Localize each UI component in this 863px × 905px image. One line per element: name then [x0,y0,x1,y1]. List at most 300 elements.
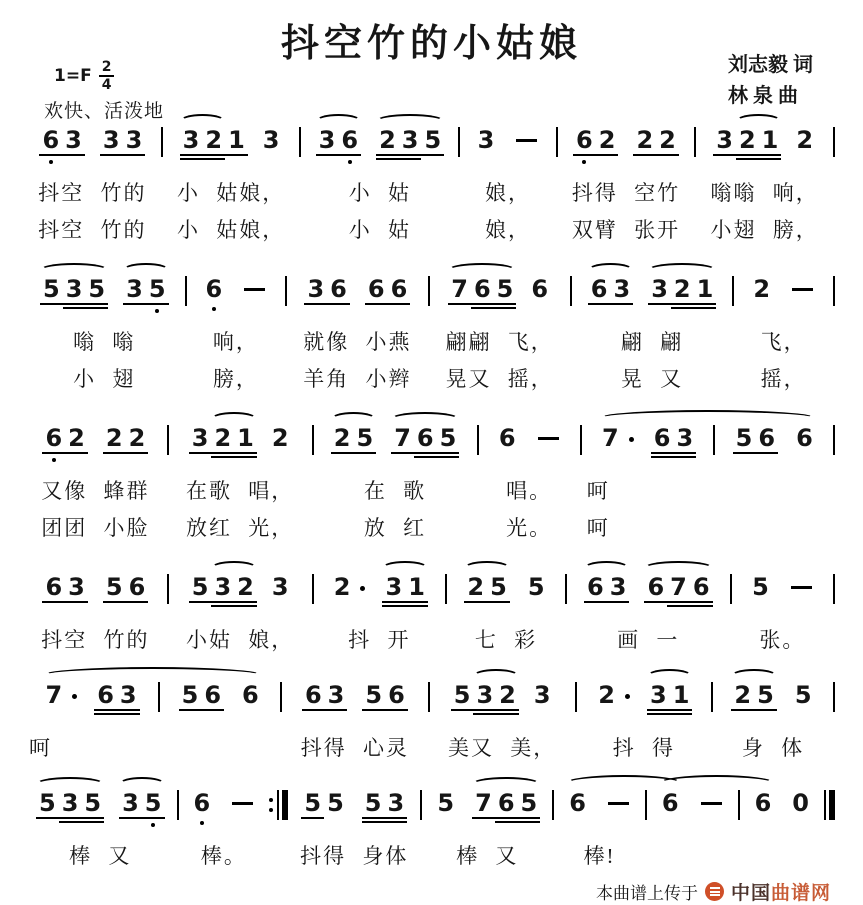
measure [26,126,159,244]
beam-group [382,573,427,601]
measure [481,424,578,542]
note: 3 [189,424,212,452]
note: 1 [670,681,693,709]
lyric-line-2: 小翅 膀， [710,218,819,242]
uploaded-text: 本曲谱上传于 [595,884,698,903]
augmentation-dot [360,586,365,591]
beam-group [304,275,349,303]
barline [575,681,577,713]
dash-note [792,288,813,291]
note: 5 [754,681,777,709]
barline [694,126,696,158]
note: 2 [796,126,814,154]
barline [167,573,169,605]
note: 7 [391,424,414,452]
barline [428,275,430,307]
note: 7 [667,573,690,601]
slur-group [36,789,104,817]
note: 5 [362,681,385,709]
site-logo-icon [705,882,724,901]
beam-group [752,789,775,817]
slur-group [391,424,459,452]
beam-group [793,424,816,452]
song-title: 抖空竹的小姑娘 [280,23,582,65]
note: 6 [365,275,388,303]
barline [833,424,835,456]
measure [189,275,284,393]
note: 3 [117,681,140,709]
slur-group [736,126,781,154]
measure [316,424,475,542]
measure [574,275,731,393]
measure [432,275,568,393]
note: 3 [533,681,551,709]
augmentation-dot [72,694,77,699]
note: 3 [673,424,696,452]
augmentation-dot [629,437,634,442]
note: 7 [472,789,495,817]
note: 5 [437,424,460,452]
slur-group [464,573,509,601]
note: 6 [414,424,437,452]
barline [158,681,160,713]
note: 2 [633,126,656,154]
beam-group [239,681,262,709]
barline [312,424,314,456]
lyric-line-1: 嗡 嗡 [73,330,136,354]
low-octave-dot [155,309,159,313]
note: 5 [487,573,510,601]
barline [570,275,572,307]
lyric-line-1: 小 姑 [348,181,412,205]
time-signature [99,60,115,92]
repeat-end-barline [269,789,288,821]
beam-group [633,126,678,154]
measure [462,126,553,244]
note: 5 [103,573,126,601]
barline [280,681,282,713]
lyric-line-1: 小姑 娘， [186,628,295,652]
beam-group [365,275,410,303]
note: 3 [123,126,146,154]
site-name-cn: 中国 [730,883,771,904]
measure [649,789,736,865]
barline [556,126,558,158]
note: 2 [126,424,149,452]
dash-note [538,437,559,440]
note: 5 [421,126,444,154]
barline [833,681,835,713]
system-6 [26,789,837,870]
beam-group [123,275,168,303]
note: 2 [596,126,619,154]
low-octave-dot [49,160,53,164]
note: 3 [477,126,495,154]
note: 3 [63,275,86,303]
note: 3 [211,573,234,601]
score-header [26,12,837,126]
lyric-line-1: 抖空 竹的 [41,628,150,652]
measure [162,681,278,757]
beam-group [100,126,145,154]
barline [458,126,460,158]
dash-note [608,802,629,805]
note: 5 [40,275,63,303]
note: 3 [385,789,408,817]
low-octave-dot [582,160,586,164]
note: 6 [242,681,259,709]
barline [312,573,314,605]
beam-group [697,789,726,805]
beam-group [189,573,292,601]
note: 1 [234,424,257,452]
slur-group [584,573,629,601]
lyric-line-2: 放 红 [363,516,427,540]
note: 3 [65,573,88,601]
note: 2 [333,573,351,601]
lyric-line-2: 膀， [212,367,259,391]
beam-group [464,573,509,601]
lyric-line-1: 七 彩 [474,628,538,652]
meter-denominator: 4 [101,77,112,93]
barline [833,126,835,158]
lyric-line-1: 抖 开 [348,628,411,652]
lyric-line-2: 摇， [760,367,807,391]
lyric-line-1: 响， [212,330,259,354]
composer-credit: 林 泉 曲 [728,85,798,107]
beam-group [362,681,407,709]
beam-group [42,573,87,601]
barline [730,573,732,605]
slur-group [588,275,633,303]
note: 3 [610,275,633,303]
note: 2 [753,275,771,303]
note: 6 [338,126,361,154]
barline [477,424,479,456]
lyric-line-1: 画 一 [617,628,680,652]
note: 1 [225,126,248,154]
beam-group [595,681,632,709]
beam-group [648,275,716,303]
note: 5 [327,789,344,817]
note: 5 [36,789,59,817]
note: 5 [362,789,385,817]
lyric-line-1: 棒 又 [69,844,132,868]
note: 2 [234,573,257,601]
note: 5 [353,424,376,452]
beam-group [119,789,164,817]
note: 3 [119,789,142,817]
beam-group [644,573,712,601]
dash-note [791,586,812,589]
slur-group [180,126,225,154]
slur-group [331,424,376,452]
system-1 [26,126,837,244]
barline [177,789,179,821]
beam-group [566,789,589,817]
lyric-line-1 [650,840,735,865]
lyric-line-1: 棒。 [200,844,247,868]
note: 6 [690,573,713,601]
measure [742,789,822,865]
system-2 [26,275,837,393]
slur-group [473,681,518,709]
note: 1 [405,573,428,601]
lyric-line-2: 晃又 摇， [445,367,554,391]
note: 3 [382,573,405,601]
beam-group [733,424,778,452]
measure [26,275,183,393]
beam-group [789,789,812,817]
lyric-line-1: 抖空 竹的 [38,181,147,205]
barline [738,789,740,821]
note: 3 [262,126,280,154]
note: 6 [471,275,494,303]
key-label: 1=F [54,66,92,86]
note: 1 [759,126,782,154]
system-3 [26,424,837,542]
lyric-line-2: 小 姑娘， [176,218,286,242]
beam-group [731,681,776,709]
lyric-line-1: 张。 [759,628,806,652]
barline [185,275,187,307]
measure [736,275,831,393]
note: 2 [103,424,126,452]
beam-group [391,424,459,452]
lyric-line-2: 团团 小脸 [41,516,150,540]
system-5 [26,681,837,762]
site-name [731,878,831,905]
low-octave-dot [200,821,204,825]
measure [165,126,298,244]
note: 2 [464,573,487,601]
lyric-line-1: 又像 蜂群 [41,479,150,503]
lyric-line-1: 翩翩 飞， [445,330,554,354]
measure [26,789,175,870]
measure [316,573,444,654]
lyric-line-1: 抖得 心灵 [300,736,409,760]
note: 2 [496,681,519,709]
lyric-line-1: 呵 [586,479,610,503]
note: 5 [437,789,455,817]
note: 3 [123,275,146,303]
note: 6 [588,275,611,303]
slur-group [123,275,168,303]
note: 2 [376,126,399,154]
barline [732,275,734,307]
lyric-line-1: 美又 美， [448,736,557,760]
slur-group [647,681,692,709]
note: 6 [42,424,65,452]
note: 3 [713,126,736,154]
barline [420,789,422,821]
note: 2 [731,681,754,709]
note: 3 [399,126,422,154]
beam-group [512,126,541,142]
beam-group [43,681,80,709]
slur-group [648,275,716,303]
note: 6 [569,789,586,817]
lyric-line-2: 光。 [506,516,553,540]
note: 3 [62,126,85,154]
lyric-line-1: 小 姑娘， [176,181,286,205]
beam-group [647,681,692,709]
lyric-line-1: 身 体 [741,736,805,760]
beam-group [792,681,815,709]
note: 2 [598,681,615,709]
note: 6 [796,424,813,452]
beam-group [331,424,376,452]
measure [424,789,550,870]
note: 7 [448,275,471,303]
site-name-rest: 曲谱网 [770,883,831,904]
slur-group [40,275,108,303]
lyric-line-1: 飞， [760,330,807,354]
lyric-line-2: 娘， [485,218,531,242]
beam-group [434,789,457,817]
note: 3 [100,126,123,154]
note: 5 [451,681,474,709]
measure [579,681,709,762]
note: 6 [327,275,350,303]
beam-group [302,681,347,709]
note: 5 [189,573,212,601]
lyric-line-1: 就像 小燕 [303,330,412,354]
beam-group [331,573,368,601]
note: 3 [607,573,630,601]
lyric-line-2: 放红 光， [186,516,295,540]
beam-group [103,573,148,601]
beam-group [659,789,682,817]
note: 6 [498,424,516,452]
low-octave-dot [151,823,155,827]
barline [833,573,835,605]
note: 5 [733,424,756,452]
note: 6 [39,126,62,154]
note: 6 [573,126,596,154]
barline [552,789,554,821]
beam-group [94,681,139,709]
measure [284,681,425,762]
dash-note [701,802,722,805]
note: 2 [271,424,289,452]
lyric-line-2: 呵 [586,516,610,540]
note: 2 [671,275,694,303]
beam-group [472,789,540,817]
measure [26,424,165,542]
slur-group [731,681,776,709]
beam-group [749,573,772,601]
lyric-line-1 [718,475,830,500]
watermark-footer [26,872,837,905]
note: 2 [736,126,759,154]
beam-group [525,573,548,601]
note: 0 [792,789,809,817]
lyric-line-1: 呵 [29,736,52,760]
lyric-line-1 [163,732,277,757]
slur-group [316,126,361,154]
slur-group [448,275,516,303]
lyric-line-1: 唱。 [506,479,553,503]
measure [715,681,831,762]
slur-group [644,573,712,601]
beam-group [475,126,498,154]
barline [161,126,163,158]
note: 3 [316,126,339,154]
note: 7 [45,681,63,709]
measure [556,789,643,870]
beam-group [228,789,257,805]
lyric-line-1: 翩 翩 [620,330,684,354]
meter-numerator: 2 [99,60,115,77]
note: 3 [271,573,289,601]
barline [713,424,715,456]
beam-group [534,424,563,440]
beam-group [588,275,633,303]
barline [299,126,301,158]
note: 6 [201,681,224,709]
lyric-line-2: 双臂 张开 [571,218,681,242]
note: 3 [325,681,348,709]
note: 3 [473,681,496,709]
low-octave-dot [348,160,352,164]
note: 5 [518,789,541,817]
lyric-line-1: 棒! [583,844,616,868]
beam-group [240,275,269,291]
dash-note [244,288,265,291]
beam-group [36,789,104,817]
measure [171,424,310,542]
note: 3 [59,789,82,817]
beam-group [788,275,817,291]
augmentation-dot [625,694,630,699]
barline [285,275,287,307]
beam-group [362,789,407,817]
barline [711,681,713,713]
lyric-line-1: 在 歌 [363,479,427,503]
beam-group [750,275,773,303]
barline [167,424,169,456]
beam-group [301,789,346,817]
lyric-line-1: 抖 得 [612,736,675,760]
beam-group [316,126,361,154]
beam-group [103,424,148,452]
note: 6 [190,789,213,817]
note: 6 [203,275,226,303]
lyric-line-1: 在歌 唱， [186,479,295,503]
barline [645,789,647,821]
note: 2 [211,424,234,452]
beam-group [599,424,636,452]
dash-note [516,139,537,142]
note: 7 [602,424,619,452]
beam-group [573,126,618,154]
dash-note [232,802,253,805]
measure [560,126,693,244]
note: 6 [651,424,674,452]
note: 5 [301,789,324,817]
note: 6 [94,681,117,709]
note: 5 [527,573,545,601]
lyricist-credit: 刘志毅 词 [728,54,813,76]
lyric-line-1: 抖得 身体 [300,844,409,868]
note: 6 [754,789,772,817]
note: 2 [656,126,679,154]
lyric-line-2: 羊角 小辫 [303,367,412,391]
score [26,126,837,870]
beam-group [496,424,519,452]
beam-group [189,424,292,452]
